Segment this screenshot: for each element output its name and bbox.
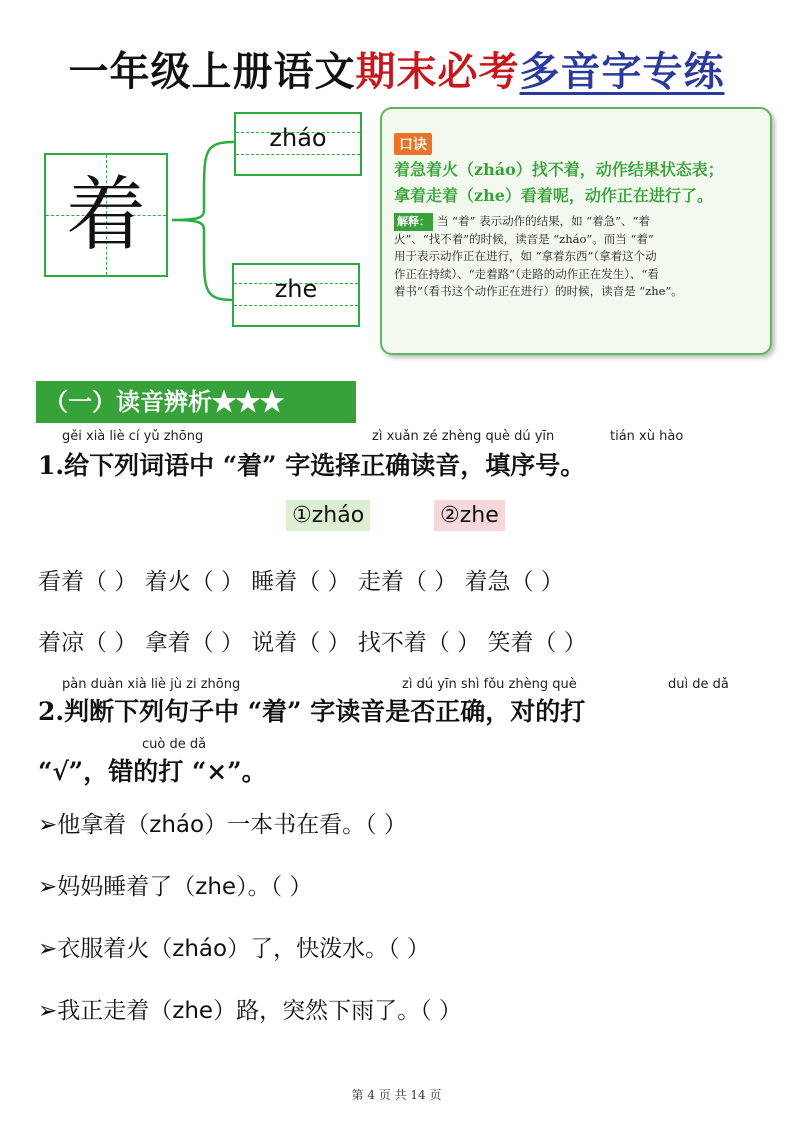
sentence-1: ➢他拿着（zháo）一本书在看。（ ）: [38, 812, 407, 838]
character-box: [44, 153, 168, 277]
q1-pinyin-3: tián xù hào: [610, 429, 684, 444]
explanation-line-4: 作正在持续）、“走着路”（走路的动作正在发生）、“看: [394, 266, 659, 281]
page-title: [0, 40, 793, 97]
title-part-1: 一年级上册语文: [68, 48, 356, 95]
explanation-line-5: 着书”（看书这个动作正在进行）的时候，读音是 “zhe”。: [394, 284, 683, 298]
explanation: [394, 213, 766, 301]
main-character: 着: [66, 168, 146, 261]
explanation-line-3: 用于表示动作正在进行，如 “拿着东西”（拿着这个动: [394, 249, 657, 263]
explanation-tag: 解释：: [394, 213, 433, 231]
sentence-3: ➢衣服着火（zháo）了，快泼水。（ ）: [38, 936, 430, 962]
pinyin-box-zhe: [232, 263, 360, 327]
q1-pinyin-2: zì xuǎn zé zhèng què dú yīn: [372, 429, 555, 444]
question-2-text-cont: “√”，错的打 “×”。: [38, 757, 267, 786]
title-part-3: 多音字专练: [519, 48, 725, 95]
sentence-4: ➢我正走着（zhe）路，突然下雨了。（ ）: [38, 998, 462, 1024]
pinyin-box-zhao: [234, 112, 362, 176]
explanation-line-1: 当 “着” 表示动作的结果，如 “着急”、“着: [437, 214, 650, 228]
rhyme-line-1: 着急着火（zháo）找不着，动作结果状态表；: [394, 160, 724, 179]
rhyme-tag: 口诀: [394, 133, 432, 155]
brace-connector: [168, 130, 238, 310]
q1-pinyin-1: gěi xià liè cí yǔ zhōng: [62, 429, 204, 444]
pinyin-zhao: zháo: [269, 124, 327, 152]
q2-pinyin-1: pàn duàn xià liè jù zi zhōng: [62, 677, 241, 692]
option-1: ①zháo: [286, 500, 370, 531]
rhyme-box: [380, 107, 772, 355]
question-2-text: 2.判断下列句子中 “着” 字读音是否正确，对的打: [38, 697, 586, 726]
pinyin-zhe: zhe: [274, 275, 318, 303]
q1-row-1: 看着（ ） 着火（ ） 睡着（ ） 走着（ ） 着急（ ）: [38, 569, 564, 595]
q2-pinyin-3: duì de dǎ: [668, 677, 729, 692]
question-1-text: 1.给下列词语中 “着” 字选择正确读音，填序号。: [38, 451, 586, 480]
q2-pinyin-4: cuò de dǎ: [142, 737, 207, 752]
q1-row-2: 着凉（ ） 拿着（ ） 说着（ ） 找不着（ ） 笑着（ ）: [38, 630, 587, 656]
page-footer: 第 4 页 共 14 页: [351, 1088, 442, 1102]
section-header: （一）读音辨析★★★: [36, 381, 356, 423]
rhyme-line-2: 拿着走着（zhe）看着呢，动作正在进行了。: [394, 186, 713, 205]
title-part-2: 期末必考: [355, 48, 520, 95]
explanation-line-2: 火”、“找不着”的时候，读音是 “zháo”。而当 “着”: [394, 231, 654, 246]
sentence-2: ➢妈妈睡着了（zhe）。（ ）: [38, 874, 313, 900]
q2-pinyin-2: zì dú yīn shì fǒu zhèng què: [402, 677, 577, 692]
option-2: ②zhe: [434, 500, 505, 531]
